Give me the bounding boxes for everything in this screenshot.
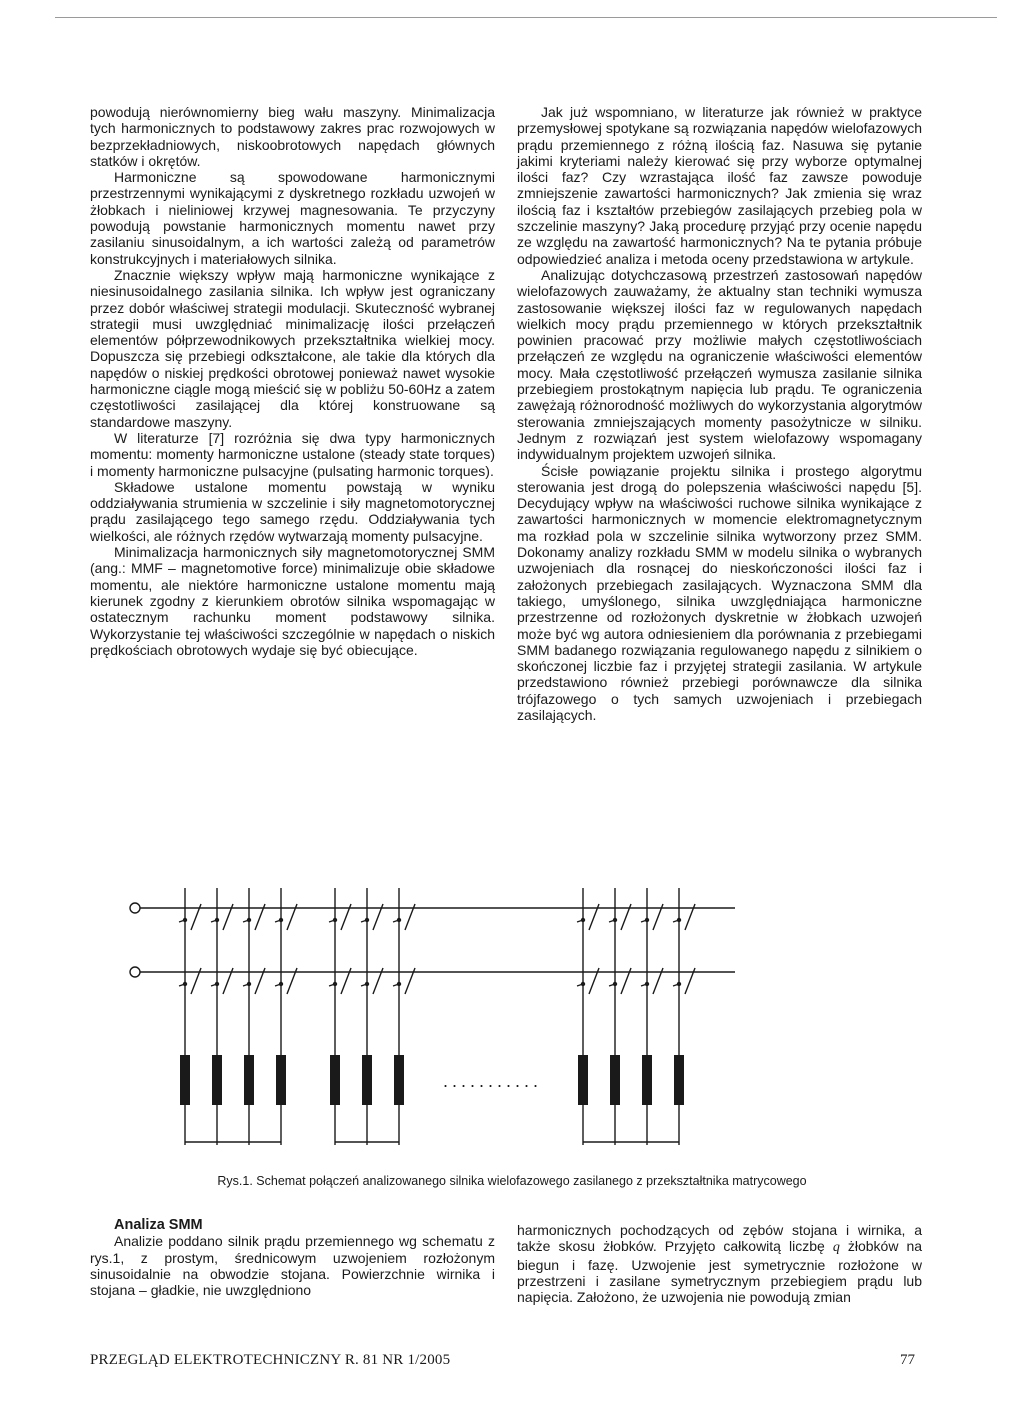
symbol-q: q	[832, 1240, 840, 1256]
phase-winding	[330, 1055, 340, 1105]
paragraph: Znacznie większy wpływ mają harmoniczne wynikające z niesinusoidalnego zasilania silnika. Ich wpływ jest ograniczany przez dobór właściwej strategii modulacji. Skuteczność wybranej strategii musi uwzględniać minimalizację ilości przełączeń elementów półprzewodnikowych przekształtnika wielkiej mocy. Dopuszcza się przebiegi odkształcone, ale takie dla których dla napędów o niskiej prędkości obrotowej ponieważ nawet wysokie harmoniczne ciągle mogą mieścić się w pobliżu 50-60Hz a zatem częstotliwości zasilającej dla której konstruowane są standardowe maszyny.	[90, 266, 495, 430]
input-terminal	[130, 967, 140, 977]
paragraph: Analizie poddano silnik prądu przemiennego wg schematu z rys.1, z prostym, średnicowym uzwojeniem rozłożonym sinusoidalnie na obwodzie stojana. Powierzchnie wirnika i stojana – gładkie, nie uwzględniono	[90, 1233, 495, 1299]
phase-winding	[244, 1055, 254, 1105]
figure-caption: Rys.1. Schemat połączeń analizowanego silnika wielofazowego zasilanego z przekształtnika matrycowego	[217, 1174, 807, 1188]
paragraph: Harmoniczne są spowodowane harmonicznymi przestrzennymi wynikającymi z dyskretnego rozkładu uzwojeń w żłobkach i nieliniowej krzywej magnesowania. Te przyczyny powodują powstanie harmonicznych momentu nawet przy zasilaniu sinusoidalnym, a ich wartości zależą od parametrów konstrukcyjnych i materiałowych silnika.	[90, 169, 495, 267]
paragraph: Jak już wspomniano, w literaturze jak również w praktyce przemysłowej spotykane są rozwiązania napędów wielofazowych prądu przemiennego z różną ilością faz. Nasuwa się pytanie jakimi kryteriami należy kierować się przy wyborze optymalnej ilości faz? Czy wzrastająca ilość faz zawsze powoduje zmniejszenie zawartości harmonicznych? Jak zmienia się wraz ilością faz i kształtów przebiegów zasilających przebieg pola w szczelinie maszyny? Jaką procedurę przyjąć przy ocenie napędu ze względu na zawartość harmonicznych? Na te pytania próbuje odpowiedzieć analiza i metoda oceny przedstawiona w artykule.	[517, 104, 922, 267]
page-number: 77	[900, 1352, 915, 1368]
paragraph: powodują nierównomierny bieg wału maszyny. Minimalizacja tych harmonicznych to podstawowy zakres prac rozwojowych w bezprzekładniowych, niskoobrotowych napędach głównych statków i okrętów.	[90, 104, 495, 169]
phase-winding	[276, 1055, 286, 1105]
section-left-column	[90, 1217, 495, 1298]
paragraph: W literaturze [7] rozróżnia się dwa typy harmonicznych momentu: momenty harmoniczne ustalone (steady state torques) i momenty harmoniczne pulsacyjne (pulsating harmonic torques).	[90, 429, 495, 479]
paragraph: Analizując dotychczasową przestrzeń zastosowań napędów wielofazowych zauważamy, że aktualny stan techniki wymusza zastosowanie większej ilości faz w regulowanych napędach wielkich mocy prądu przemiennego w których przekształtnik powinien pracować przy możliwie małych częstotliwościach przełączeń ze względu na ograniczenie właściwości elementów mocy. Mała częstotliwość przełączeń wymusza zasilanie silnika przebiegiem prostokątnym napięcia lub prądu. Te ograniczenia zawężają różnorodność możliwych do wykorzystania algorytmów sterowania zmniejszających momenty pasożytnicze w silniku. Jednym z rozwiązań jest system wielofazowy wspomagany indywidualnym projektem uzwojeń silnika.	[517, 266, 922, 463]
right-column	[517, 104, 922, 723]
journal-footer: PRZEGLĄD ELEKTROTECHNICZNY R. 81 NR 1/2005	[90, 1352, 451, 1368]
left-column	[90, 104, 495, 658]
paragraph: Składowe ustalone momentu powstają w wyniku oddziaływania strumienia w szczelinie i siły magnetomotorycznej prądu zasilającego tego samego rzędu. Oddziaływania tych wielkości, ale różnych rzędów wytwarzają momenty pulsacyjne.	[90, 478, 495, 544]
phase-winding	[642, 1055, 652, 1105]
circuit-schematic-figure	[110, 880, 750, 1160]
paragraph: Ścisłe powiązanie projektu silnika i prostego algorytmu sterowania jest drogą do polepszenia właściwości napędu [5]. Decydujący wpływ na właściwości ruchowe silnika wynikające z zawartości harmonicznych w momencie elektromagnetycznym ma rozkład pola w szczelinie silnika wytworzony przez SMM. Dokonamy analizy rozkładu SMM w modelu silnika o wybranych uzwojeniach dla rosnącej do nieskończoności ilości faz i założonych przebiegach zasilających. Wyznaczona SMM dla takiego, umyślonego, silnika uwzględniająca harmoniczne przestrzenne od rozłożonych dyskretnie w żłobkach uzwojeń może być wg autora odniesieniem dla porównania z przebiegami SMM badanego rozwiązania regulowanego napędu z silnikiem o skończonej liczbie faz i przyjętej strategii zasilania. W artykule przedstawiono również przebiegi porównawcze dla silnika trójfazowego o tych samych uzwojeniach i przebiegach zasilających.	[517, 462, 922, 723]
phase-winding	[362, 1055, 372, 1105]
paragraph	[517, 1222, 922, 1305]
phase-winding	[610, 1055, 620, 1105]
top-rule	[55, 17, 997, 18]
section-heading: Analiza SMM	[114, 1217, 203, 1233]
phase-winding	[212, 1055, 222, 1105]
circuit-schematic	[110, 880, 750, 1160]
paragraph-text: harmonicznych pochodzących od zębów stojana i wirnika, a także skosu żłobków. Przyjęto całkowitą liczbę	[517, 1222, 922, 1255]
paragraph-text: żłobków na biegun i fazę. Uzwojenie jest symetrycznie rozłożone w przestrzeni i zasilane symetrycznym przebiegiem prądu lub napięcia. Założono, że uzwojenia nie powodują zmian	[517, 1238, 923, 1306]
input-terminal	[130, 903, 140, 913]
phase-winding	[394, 1055, 404, 1105]
section-right-column	[517, 1222, 922, 1305]
phase-ellipsis: ...........	[443, 1071, 543, 1091]
paragraph: Minimalizacja harmonicznych siły magnetomotorycznej SMM (ang.: MMF – magnetomotive force) minimalizuje obie składowe momentu, ale niektóre harmoniczne ustalone momentu mają kierunek zgodny z kierunkiem obrotów silnika wspomagając w ostatecznym rachunku moment podstawowy silnika. Wykorzystanie tej właściwości szczególnie w napędach o niskich prędkościach obrotowych wydaje się być obiecujące.	[90, 544, 495, 658]
phase-winding	[674, 1055, 684, 1105]
phase-winding	[180, 1055, 190, 1105]
phase-winding	[578, 1055, 588, 1105]
